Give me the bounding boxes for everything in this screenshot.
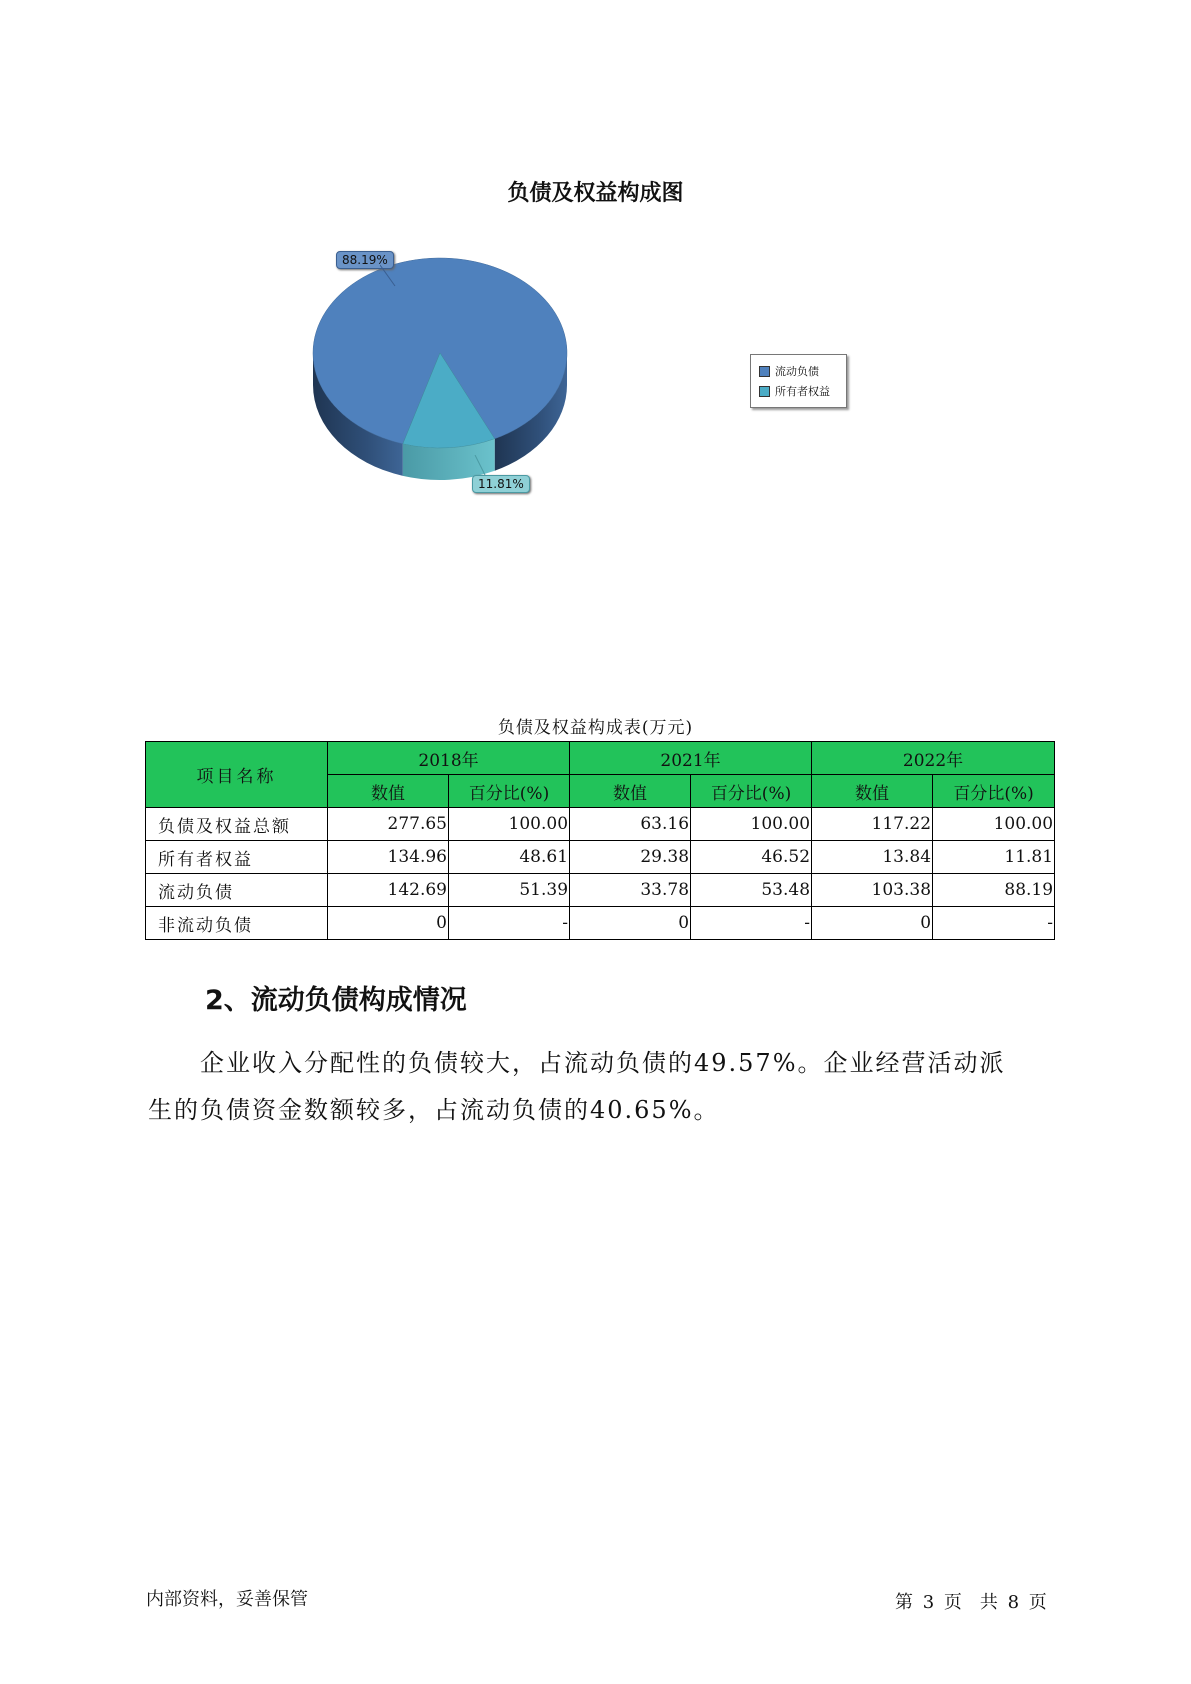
table-row — [146, 874, 1055, 907]
pie-label-equity-text: 11.81% — [472, 475, 530, 493]
table-cell: 53.48 — [691, 874, 812, 907]
table-cell: - — [933, 907, 1055, 940]
chart-title: 负债及权益构成图 — [507, 181, 684, 206]
table-cell: 46.52 — [691, 841, 812, 874]
table-cell: - — [691, 907, 812, 940]
label-leader-equity — [470, 455, 500, 480]
table-cell: 63.16 — [570, 808, 691, 841]
table-cell: 100.00 — [449, 808, 570, 841]
table-cell: 51.39 — [449, 874, 570, 907]
financial-table — [145, 741, 1055, 940]
table-cell: 103.38 — [812, 874, 933, 907]
table-row — [146, 808, 1055, 841]
header-year-2021: 2021年 — [570, 742, 812, 775]
table-header-row-1 — [146, 742, 1055, 775]
chart-legend — [750, 354, 847, 408]
table-caption: 负债及权益构成表(万元) — [497, 718, 694, 738]
table-cell: 117.22 — [812, 808, 933, 841]
table-cell: 0 — [570, 907, 691, 940]
legend-label-current: 流动负债 — [775, 365, 819, 378]
table-cell: 100.00 — [691, 808, 812, 841]
header-year-2018: 2018年 — [328, 742, 570, 775]
table-cell: 134.96 — [328, 841, 449, 874]
header-percent: 百分比(%) — [691, 775, 812, 808]
paragraph-line-1: 企业收入分配性的负债较大，占流动负债的49.57%。企业经营活动派 — [148, 1049, 1006, 1077]
table-cell: 11.81 — [933, 841, 1055, 874]
row-label: 非流动负债 — [146, 907, 328, 940]
table-cell: 142.69 — [328, 874, 449, 907]
row-label: 流动负债 — [146, 874, 328, 907]
header-value: 数值 — [328, 775, 449, 808]
pie-label-current-text: 88.19% — [336, 251, 394, 269]
table-cell: 0 — [328, 907, 449, 940]
table-cell: - — [449, 907, 570, 940]
header-value: 数值 — [570, 775, 691, 808]
legend-item-equity — [759, 383, 830, 399]
legend-swatch-equity — [759, 386, 770, 397]
pie-chart — [290, 235, 610, 495]
section-heading: 2、流动负债构成情况 — [205, 985, 467, 1016]
header-percent: 百分比(%) — [449, 775, 570, 808]
table-cell: 33.78 — [570, 874, 691, 907]
legend-label-equity: 所有者权益 — [775, 385, 830, 398]
legend-swatch-current — [759, 366, 770, 377]
row-label: 负债及权益总额 — [146, 808, 328, 841]
header-item-name: 项目名称 — [146, 742, 328, 808]
table-cell: 29.38 — [570, 841, 691, 874]
table-row — [146, 841, 1055, 874]
footer-page-number: 第 3 页 共 8 页 — [895, 1592, 1047, 1613]
header-year-2022: 2022年 — [812, 742, 1055, 775]
table-cell: 100.00 — [933, 808, 1055, 841]
table-cell: 13.84 — [812, 841, 933, 874]
paragraph-line-2: 生的负债资金数额较多，占流动负债的40.65%。 — [148, 1096, 720, 1124]
table-cell: 0 — [812, 907, 933, 940]
header-value: 数值 — [812, 775, 933, 808]
footer-confidential-note: 内部资料，妥善保管 — [146, 1589, 308, 1610]
legend-item-current — [759, 363, 819, 379]
pie-group — [313, 258, 567, 480]
row-label: 所有者权益 — [146, 841, 328, 874]
label-leader-current — [380, 262, 420, 292]
header-percent: 百分比(%) — [933, 775, 1055, 808]
table-row — [146, 907, 1055, 940]
table-cell: 277.65 — [328, 808, 449, 841]
table-cell: 88.19 — [933, 874, 1055, 907]
table-cell: 48.61 — [449, 841, 570, 874]
